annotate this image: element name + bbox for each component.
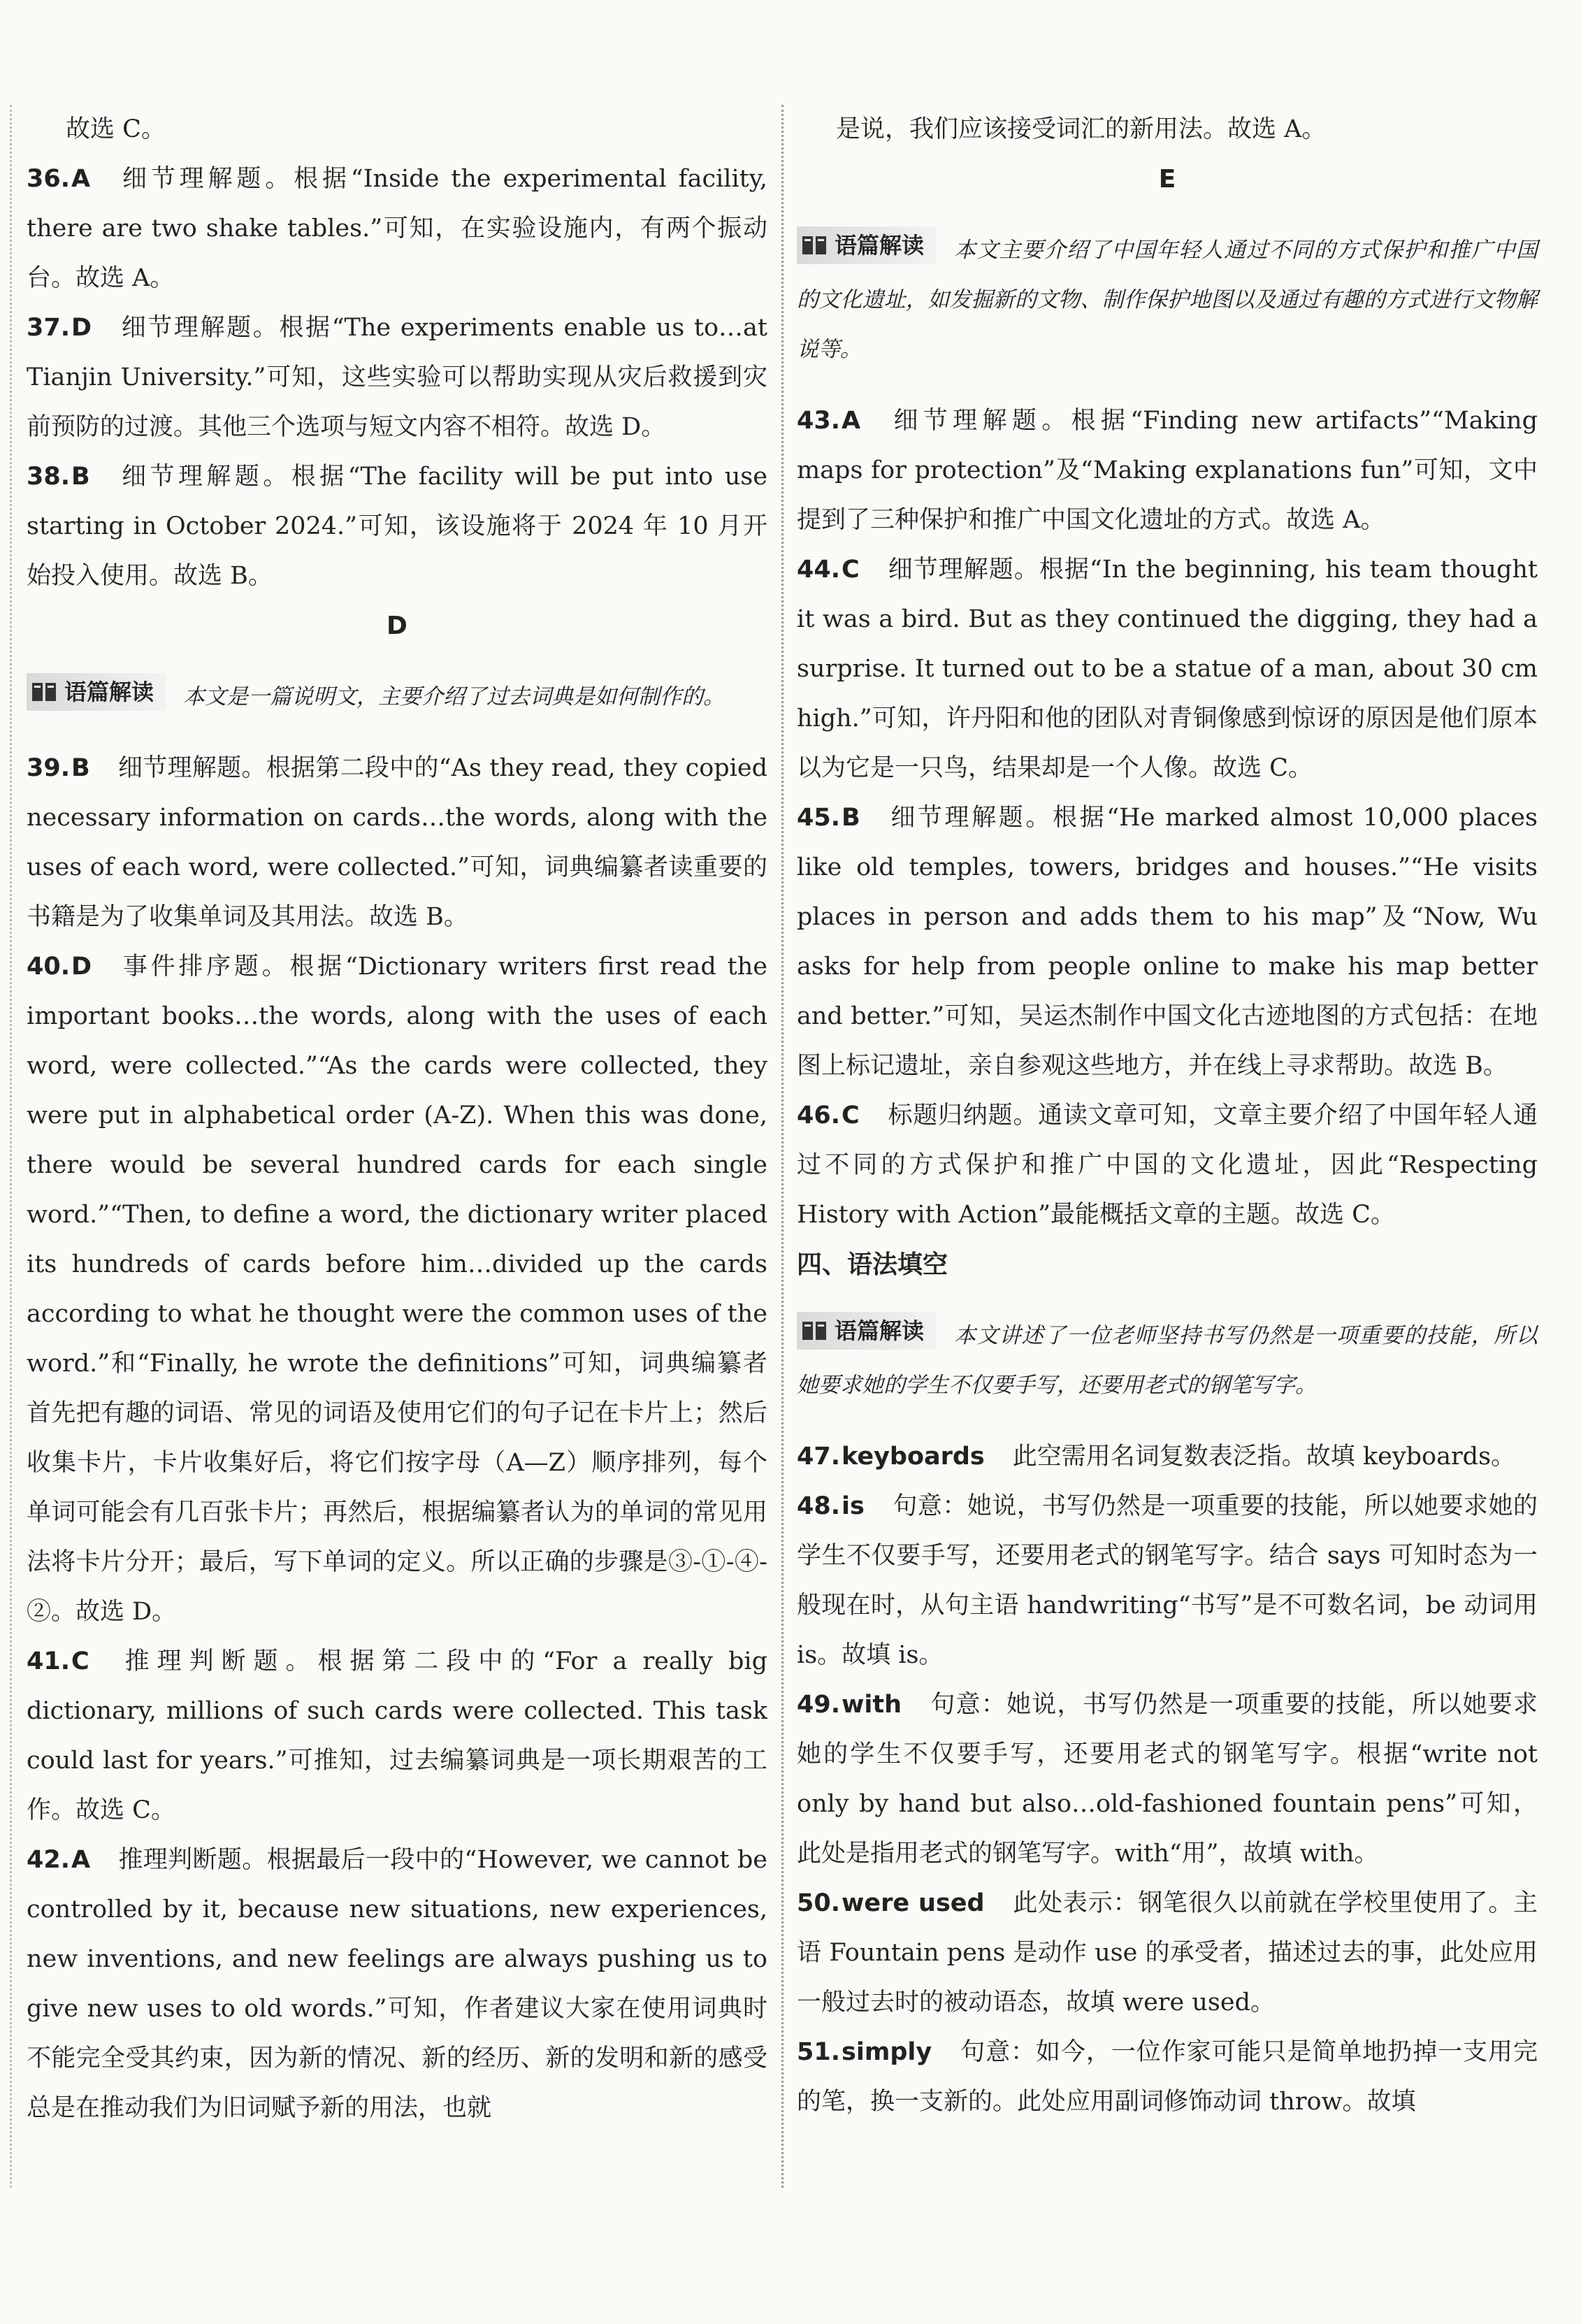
answer-50-number: 50. bbox=[797, 1889, 841, 1917]
passage-intro-grammar bbox=[797, 1311, 1538, 1410]
answer-47-explanation: 此空需用名词复数表泛指。故填 keyboards。 bbox=[1012, 1443, 1516, 1471]
answer-47-key bbox=[797, 1443, 1013, 1471]
answer-44 bbox=[797, 545, 1538, 793]
answer-46-explanation: 标题归纳题。通读文章可知，文章主要介绍了中国年轻人通过不同的方式保护和推广中国的文化遗址，因此“Respecting History with Action”最能概括文章的主题。故选 C。 bbox=[797, 1102, 1538, 1229]
answer-50 bbox=[797, 1879, 1538, 2028]
answer-51-explanation: 句意：如今，一位作家可能只是简单地扔掉一支用完的笔，换一支新的。此处应用副词修饰动词 throw。故填 bbox=[797, 2038, 1538, 2116]
answer-42-key bbox=[27, 1846, 118, 1874]
left-column bbox=[27, 105, 767, 2133]
section-heading-e: E bbox=[1158, 165, 1176, 194]
right-column bbox=[797, 105, 1538, 2127]
answer-42 bbox=[27, 1835, 767, 2133]
answer-37-letter: D bbox=[71, 314, 92, 342]
answer-46-letter: C bbox=[842, 1102, 860, 1129]
passage-intro-badge bbox=[797, 1312, 937, 1350]
answer-36-letter: A bbox=[71, 165, 91, 193]
answer-45-key bbox=[797, 804, 888, 832]
answer-51 bbox=[797, 2028, 1538, 2127]
answer-45-number: 45. bbox=[797, 804, 841, 832]
answer-47-number: 47. bbox=[797, 1443, 841, 1471]
answer-41-explanation: 推理判断题。根据第二段中的“For a really big dictionary, millions of such cards were collected. This task could last for years.”可推知，过去编纂词典是一项长期艰苦的工作。故选 C。 bbox=[27, 1647, 767, 1824]
passage-intro-text: 本文讲述了一位老师坚持书写仍然是一项重要的技能，所以她要求她的学生不仅要手写，还要用老式的钢笔写字。 bbox=[797, 1323, 1538, 1398]
answer-38-key bbox=[27, 463, 118, 491]
passage-intro-e bbox=[797, 226, 1538, 375]
answer-43-number: 43. bbox=[797, 407, 841, 435]
answer-38-number: 38. bbox=[27, 463, 71, 491]
continued-text: 故选 C。 bbox=[66, 115, 166, 143]
answer-48-key bbox=[797, 1492, 893, 1520]
answer-43 bbox=[797, 396, 1538, 545]
answer-38 bbox=[27, 452, 767, 601]
column-divider bbox=[781, 105, 784, 2188]
answer-39-letter: B bbox=[71, 754, 90, 782]
passage-intro-badge bbox=[27, 673, 166, 711]
answer-45-explanation: 细节理解题。根据“He marked almost 10,000 places like old temples, towers, bridges and houses.”“He visits places in person and adds them to his map”及“Now, Wu asks for help from people online to make his map better and better.”可知，吴运杰制作中国文化古迹地图的方式包括：在地图上标记遗址，亲自参观这些地方，并在线上寻求帮助。故选 B。 bbox=[797, 804, 1538, 1080]
answer-41 bbox=[27, 1637, 767, 1835]
answer-41-number: 41. bbox=[27, 1647, 71, 1675]
answer-49 bbox=[797, 1680, 1538, 1879]
answer-47-word: keyboards bbox=[842, 1443, 985, 1471]
answer-36-explanation: 细节理解题。根据“Inside the experimental facility, there are two shake tables.”可知，在实验设施内，有两个振动台。故选 A。 bbox=[27, 165, 767, 292]
answer-50-key bbox=[797, 1889, 1013, 1917]
answer-51-word: simply bbox=[842, 2038, 932, 2066]
answer-39 bbox=[27, 744, 767, 942]
book-icon bbox=[801, 1319, 828, 1343]
answer-49-number: 49. bbox=[797, 1691, 841, 1719]
passage-intro-label: 语篇解读 bbox=[64, 679, 154, 705]
answer-50-word: were used bbox=[842, 1889, 985, 1917]
book-icon bbox=[801, 233, 828, 257]
answer-50-explanation: 此处表示：钢笔很久以前就在学校里使用了。主语 Fountain pens 是动作 use 的承受者，描述过去的事，此处应用一般过去时的被动语态，故填 were used。 bbox=[797, 1889, 1538, 2016]
answer-45 bbox=[797, 793, 1538, 1091]
book-icon bbox=[31, 680, 57, 704]
answer-42-letter: A bbox=[71, 1846, 91, 1874]
section-heading-grammar: 四、语法填空 bbox=[797, 1250, 948, 1279]
answer-43-key bbox=[797, 407, 888, 435]
answer-42-explanation: 推理判断题。根据最后一段中的“However, we cannot be controlled by it, because new situations, new experiences, new inventions, and new feelings are always pushing us to give new uses to old words.”可知，作者建议大家在使用词典时不能完全受其约束，因为新的情况、新的经历、新的发明和新的感受总是在推动我们为旧词赋予新的用法，也就 bbox=[27, 1846, 767, 2122]
passage-intro-text: 本文主要介绍了中国年轻人通过不同的方式保护和推广中国的文化遗址，如发掘新的文物、制作保护地图以及通过有趣的方式进行文物解说等。 bbox=[797, 238, 1538, 362]
answer-41-key bbox=[27, 1647, 117, 1675]
answer-37 bbox=[27, 303, 767, 452]
answer-46-key bbox=[797, 1102, 888, 1129]
answer-48-number: 48. bbox=[797, 1492, 841, 1520]
answer-37-key bbox=[27, 314, 120, 342]
answer-36-key bbox=[27, 165, 118, 193]
answer-43-letter: A bbox=[842, 407, 861, 435]
passage-intro-label: 语篇解读 bbox=[835, 1318, 925, 1344]
answer-46 bbox=[797, 1091, 1538, 1240]
answer-44-explanation: 细节理解题。根据“In the beginning, his team thought it was a bird. But as they continued the digging, they had a surprise. It turned out to be a statue of a man, about 30 cm high.”可知，许丹阳和他的团队对青铜像感到惊讶的原因是他们原本以为它是一只鸟，结果却是一个人像。故选 C。 bbox=[797, 556, 1538, 782]
passage-intro-d bbox=[27, 672, 767, 722]
answer-49-word: with bbox=[842, 1691, 902, 1719]
answer-40-key bbox=[27, 953, 120, 981]
answer-38-explanation: 细节理解题。根据“The facility will be put into use starting in October 2024.”可知，该设施将于 2024 年 10 月开始投入使用。故选 B。 bbox=[27, 463, 767, 590]
answer-43-explanation: 细节理解题。根据“Finding new artifacts”“Making maps for protection”及“Making explanations fun”可知，文中提到了三种保护和推广中国文化遗址的方式。故选 A。 bbox=[797, 407, 1538, 534]
answer-51-number: 51. bbox=[797, 2038, 841, 2066]
passage-intro-label: 语篇解读 bbox=[835, 232, 925, 259]
answer-41-letter: C bbox=[71, 1647, 89, 1675]
answer-37-explanation: 细节理解题。根据“The experiments enable us to…at Tianjin University.”可知，这些实验可以帮助实现从灾后救援到灾前预防的过渡。其他三个选项与短文内容不相符。故选 D。 bbox=[27, 314, 767, 441]
answer-44-letter: C bbox=[842, 556, 860, 584]
answer-48-explanation: 句意：她说，书写仍然是一项重要的技能，所以她要求她的学生不仅要手写，还要用老式的钢笔写字。结合 says 可知时态为一般现在时，从句主语 handwriting“书写”是不可数名词，be 动词用 is。故填 is。 bbox=[797, 1492, 1538, 1669]
answer-37-number: 37. bbox=[27, 314, 71, 342]
section-heading-d: D bbox=[387, 612, 407, 640]
answer-36 bbox=[27, 154, 767, 303]
answer-48-word: is bbox=[842, 1492, 865, 1520]
continued-text-right: 是说，我们应该接受词汇的新用法。故选 A。 bbox=[836, 115, 1327, 143]
answer-46-number: 46. bbox=[797, 1102, 841, 1129]
answer-49-key bbox=[797, 1691, 930, 1719]
answer-38-letter: B bbox=[71, 463, 90, 491]
answer-39-explanation: 细节理解题。根据第二段中的“As they read, they copied necessary information on cards…the words, along with the uses of each word, were collected.”可知，词典编纂者读重要的书籍是为了收集单词及其用法。故选 B。 bbox=[27, 754, 767, 931]
answer-40-number: 40. bbox=[27, 953, 71, 981]
answer-51-key bbox=[797, 2038, 960, 2066]
answer-45-letter: B bbox=[842, 804, 860, 832]
answer-40 bbox=[27, 942, 767, 1637]
answer-49-explanation: 句意：她说，书写仍然是一项重要的技能，所以她要求她的学生不仅要手写，还要用老式的钢笔写字。根据“write not only by hand but also…old-fashioned fountain pens”可知，此处是指用老式的钢笔写字。with“用”，故填 with。 bbox=[797, 1691, 1538, 1868]
answer-36-number: 36. bbox=[27, 165, 71, 193]
answer-48 bbox=[797, 1482, 1538, 1680]
answer-47 bbox=[797, 1432, 1538, 1482]
passage-intro-text: 本文是一篇说明文，主要介绍了过去词典是如何制作的。 bbox=[183, 684, 725, 709]
answer-40-letter: D bbox=[71, 953, 92, 981]
answer-44-key bbox=[797, 556, 888, 584]
left-margin-rule bbox=[10, 105, 12, 2188]
passage-intro-badge bbox=[797, 226, 937, 264]
answer-44-number: 44. bbox=[797, 556, 841, 584]
answer-40-explanation: 事件排序题。根据“Dictionary writers first read the important books…the words, along with the uses of each word, were collected.”“As the cards were collected, they were put in alphabetical order (A-Z). When this was done, there would be several hundred cards for each single word.”“Then, to define a word, the dictionary writer placed its hundreds of cards before him…divided up the cards according to what he thought were the common uses of the word.”和“Finally, he wrote the definitions”可知，词典编纂者首先把有趣的词语、常见的词语及使用它们的句子记在卡片上；然后收集卡片，卡片收集好后，将它们按字母（A—Z）顺序排列，每个单词可能会有几百张卡片；再然后，根据编纂者认为的单词的常见用法将卡片分开；最后，写下单词的定义。所以正确的步骤是③-①-④-②。故选 D。 bbox=[27, 953, 767, 1626]
answer-39-key bbox=[27, 754, 118, 782]
answer-42-number: 42. bbox=[27, 1846, 71, 1874]
answer-39-number: 39. bbox=[27, 754, 71, 782]
